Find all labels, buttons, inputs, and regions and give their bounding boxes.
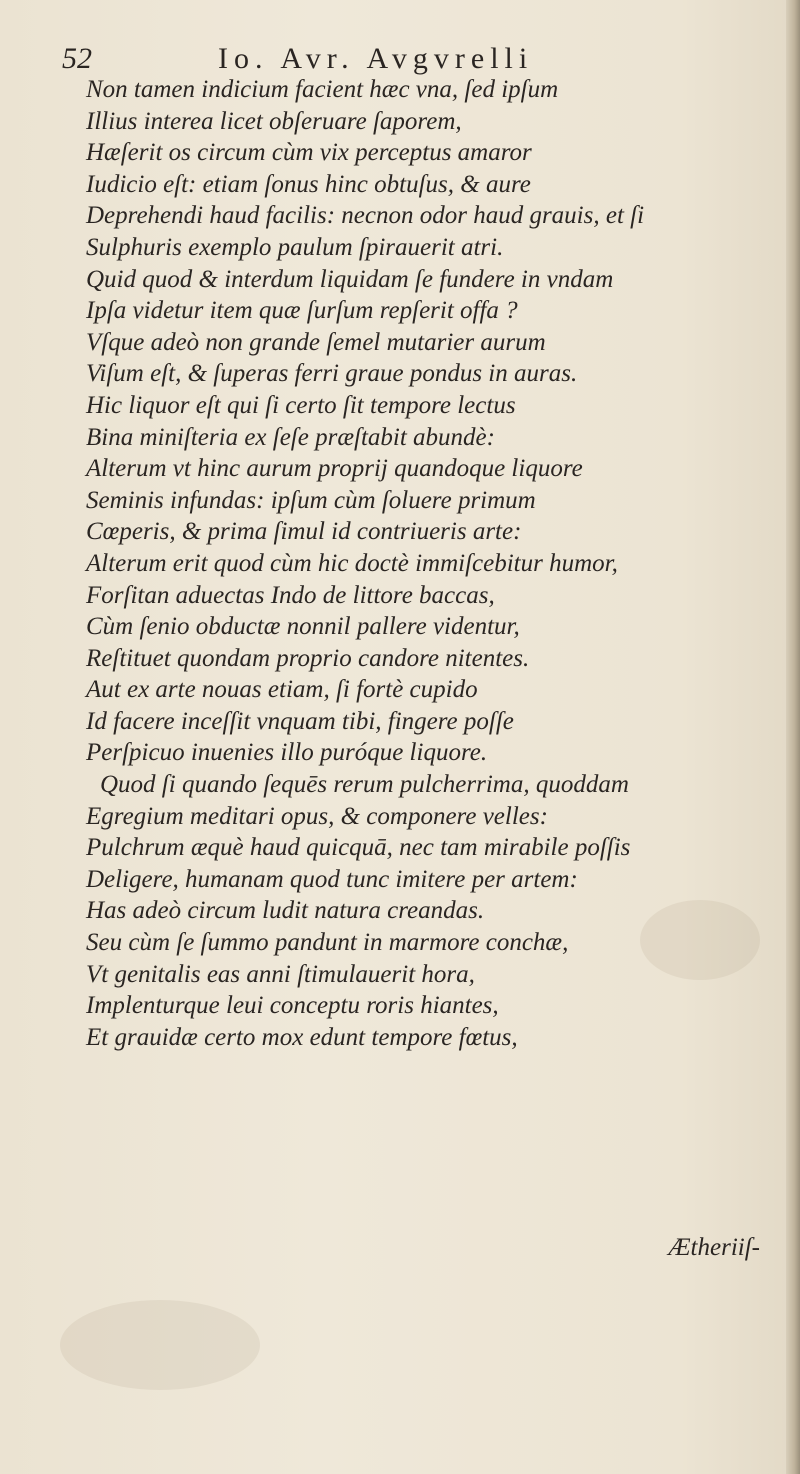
verse-line: Hæſerit os circum cùm vix perceptus amaror bbox=[86, 139, 532, 167]
verse-line: Iudicio eſt: etiam ſonus hinc obtuſus, & aure bbox=[86, 170, 531, 198]
verse-line: Alterum vt hinc aurum proprij quandoque liquore bbox=[86, 455, 583, 483]
verse-line: Pulchrum æquè haud quicquā, nec tam mirabile poſſis bbox=[86, 834, 631, 862]
verse-line: Illius interea licet obſeruare ſaporem, bbox=[86, 107, 462, 135]
verse-line: Aut ex arte nouas etiam, ſi fortè cupido bbox=[86, 676, 478, 704]
verse-line: Vt genitalis eas anni ſtimulauerit hora, bbox=[86, 960, 475, 988]
verse-line: Forſitan aduectas Indo de littore baccas, bbox=[86, 581, 495, 609]
verse-line: Non tamen indicium facient hæc vna, ſed ipſum bbox=[86, 76, 559, 103]
verse-line: Sulphuris exemplo paulum ſpirauerit atri. bbox=[86, 233, 504, 261]
verse-line: Seu cùm ſe ſummo pandunt in marmore conchæ, bbox=[86, 929, 569, 957]
verse-line: Cœperis, & prima ſimul id contriueris arte: bbox=[86, 518, 522, 546]
verse-line: Ipſa videtur item quæ ſurſum repſerit offa ? bbox=[86, 297, 518, 325]
verse-line: Reſtituet quondam proprio candore nitentes. bbox=[86, 644, 530, 672]
verse-line: Vſque adeò non grande ſemel mutarier aurum bbox=[86, 328, 546, 356]
verse-line: Seminis infundas: ipſum cùm ſoluere primum bbox=[86, 486, 536, 514]
verse-line: Viſum eſt, & ſuperas ferri graue pondus in auras. bbox=[86, 360, 578, 388]
catchword: Ætheriiſ- bbox=[668, 1234, 760, 1261]
verse-line: Alterum erit quod cùm hic doctè immiſcebitur humor, bbox=[86, 549, 618, 577]
paper-stain bbox=[60, 1300, 260, 1390]
verse-line: Hic liquor eſt qui ſi certo ſit tempore lectus bbox=[86, 391, 516, 419]
verse-text bbox=[86, 74, 786, 1053]
verse-line: Deprehendi haud facilis: necnon odor haud grauis, et ſi bbox=[86, 202, 645, 230]
running-head: Io. Avr. Avgvrelli bbox=[218, 42, 534, 75]
verse-line: Quod ſi quando ſequēs rerum pulcherrima, quoddam bbox=[100, 771, 629, 799]
verse-line: Perſpicuo inuenies illo puróque liquore. bbox=[86, 739, 488, 767]
page-gutter-edge bbox=[786, 0, 800, 1474]
verse-line: Cùm ſenio obductæ nonnil pallere videntur, bbox=[86, 613, 520, 641]
verse-line: Implenturque leui conceptu roris hiantes, bbox=[86, 992, 499, 1020]
verse-line: Quid quod & interdum liquidam ſe fundere in vndam bbox=[86, 265, 614, 293]
verse-line: Et grauidæ certo mox edunt tempore fœtus, bbox=[86, 1023, 518, 1051]
verse-line: Egregium meditari opus, & componere velles: bbox=[86, 802, 548, 830]
verse-line: Deligere, humanam quod tunc imitere per artem: bbox=[86, 865, 578, 893]
verse-line: Id facere inceſſit vnquam tibi, fingere poſſe bbox=[86, 707, 514, 735]
verse-line: Bina miniſteria ex ſeſe præſtabit abundè: bbox=[86, 423, 495, 451]
verse-line: Has adeò circum ludit natura creandas. bbox=[86, 897, 485, 925]
page-number: 52 bbox=[62, 42, 92, 75]
